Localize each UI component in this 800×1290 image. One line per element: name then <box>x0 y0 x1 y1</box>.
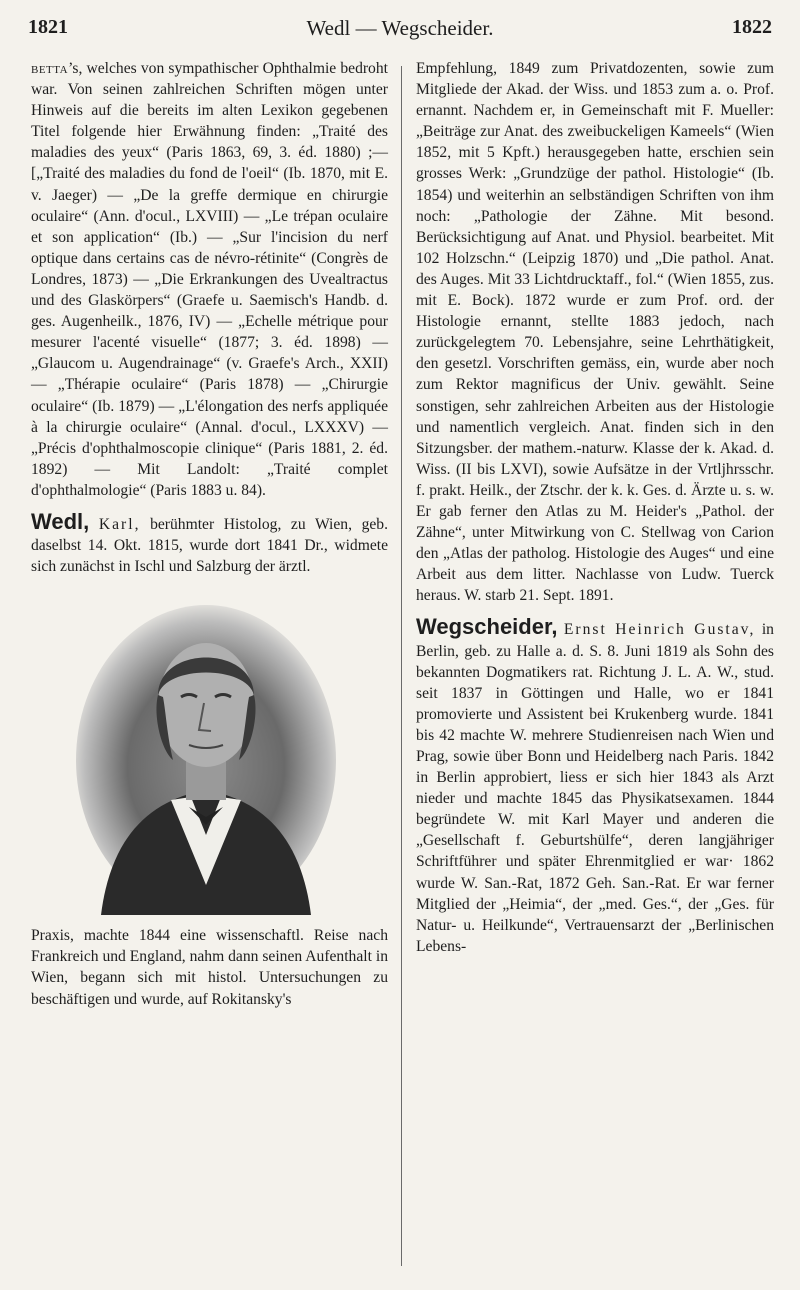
page-number-left: 1821 <box>28 16 68 38</box>
portrait-engraving-icon <box>71 585 341 915</box>
entry-wegscheider <box>416 616 774 957</box>
portrait-image <box>31 585 388 915</box>
intro-lead: betta <box>31 60 69 77</box>
page-number-right: 1822 <box>732 16 772 38</box>
given-name-wedl: Karl, <box>98 515 141 533</box>
column-divider <box>401 66 402 1266</box>
wedl-text: berühmter Histolog, zu Wien, geb. daselbst 14. Okt. 1815, wurde dort 1841 Dr., widmete sich zunächst in Ischl und Salzburg der ärztl. <box>31 515 388 576</box>
wegscheider-text: in Berlin, geb. zu Halle a. d. S. 8. Juni 1819 als Sohn des bekannten Dogmatikers rat. Richtung J. L. A. W., stud. seit 1837 in Göttingen und Halle, wo er 1841 promovierte und Assistent bei Krukenberg wurde. 1841 bis 42 machte W. mehrere Studienreisen nach Wien und Prag, sowie über Bonn und Heidelberg nach Paris. 1842 in Berlin approbiert, liess er sich hier 1843 als Arzt nieder und machte 1845 das Physikatsexamen. 1844 begründete W. mit Karl Mayer und anderen die „Gesellschaft f. Geburtshülfe“, deren langjähriger Schriftführer und später Ehrenmitglied er war· 1862 wurde W. San.-Rat, 1872 Geh. San.-Rat. Er war ferner Mitglied der „Heimia“, der „med. Ges.“, der „Ges. für Natur- u. Heilkunde“, Vertrauensarzt der „Berlinischen Lebens- <box>416 621 774 955</box>
running-title: Wedl — Wegscheider. <box>306 16 494 40</box>
wedl-text-continued: Praxis, machte 1844 eine wissenschaftl. Reise nach Frankreich und England, nahm dann seinen Aufenthalt in Wien, begann sich mit histol. Untersuchungen zu beschäftigen und wurde, auf Rokitansky's <box>31 927 388 1008</box>
lemma-wedl: Wedl, <box>31 508 90 534</box>
given-name-wegscheider: Ernst Heinrich Gustav, <box>563 621 756 639</box>
page-header <box>28 16 772 48</box>
entry-wedl <box>31 508 388 577</box>
wedl-continuation: Empfehlung, 1849 zum Privatdozenten, sowie zum Mitgliede der Akad. der Wiss. und 1853 zum a. o. Prof. ernannt. Nachdem er, in Gemeinschaft mit F. Mueller: „Beiträge zur Anat. des zweibuckeligen Kameels“ (Wien 1852, mit 5 Kpft.) herausgegeben hatte, erschien sein grosses Werk: „Grundzüge der pathol. Histologie“ (Ib. 1854) und weiterhin an selbständigen Schriften von ihm noch: „Pathologie der Zähne. Mit besond. Berücksichtigung auf Anat. und Physiol. bearbeitet. Mit 102 Holzschn.“ (Leipzig 1870) und „Die pathol. Anat. des Auges. Mit 33 Lichtdrucktaff., fol.“ (Wien 1855, zus. mit E. Bock). 1872 wurde er zum Prof. ord. der Histologie ernannt, stellte 1883 jedoch, nach zurückgelegtem 70. Lebensjahre, seine Lehrthätigkeit, den gesetzl. Vorschriften gemäss, ein, wurde aber noch zum Rektor magnificus der Univ. gewählt. Seine sonstigen, sehr zahlreichen Arbeiten aus der Histologie und namentlich vergleich. Anat. finden sich in den Sitzungsber. der mathem.-naturw. Klasse der k. Akad. d. Wiss. (II bis LXVI), sowie Aufsätze in der Vrtljhrsschr. f. prakt. Heilk., der Ztschr. der k. k. Ges. d. Ärzte u. s. w. Er gab ferner den Atlas zu M. Heider's „Pathol. der Zähne“, unter Mitwirkung von C. Stellwag von Carion den „Atlas der patholog. Histologie des Auges“ und eine Arbeit aus dem litter. Nachlasse von Ludw. Tuerck heraus. W. starb 21. Sept. 1891. <box>416 60 774 605</box>
intro-text: ’s, welches von sympathischer Ophthalmie bedroht war. Von seinen zahlreichen Schriften mögen unter Hinweis auf die bereits im alten Lexikon gegebenen Titel folgende hier Erwähnung finden: „Traité des maladies des yeux“ (Paris 1863, 69, 3. éd. 1880) ;— [„Traité des maladies du fond de l'oeil“ (Ib. 1870, mit E. v. Jaeger) — „De la greffe dermique en chirurgie oculaire“ (Ann. d'ocul., LXVIII) — „Le trépan oculaire et son application“ (Ib.) — „Sur l'incision du nerf optique dans certains cas de névro-rétinite“ (Congrès de Londres, 1873) — „Die Erkrankungen des Uvealtractus und des Glaskörpers“ (Graefe u. Saemisch's Handb. d. ges. Augenheilk., 1876, IV) — „Echelle métrique pour mesurer l'acenté visuelle“ (1877; 3. éd. 1898) — „Glaucom u. Augendrainage“ (v. Graefe's Arch., XXII) — „Thérapie oculaire“ (Paris 1878) — „Chirurgie oculaire“ (Ib. 1879) — „L'élongation des nerfs appliquée à la chirurgie oculaire“ (Annal. d'ocul., LXXXV) — „Précis d'ophthalmoscopie clinique“ (Paris 1881, 2. éd. 1892) — Mit Landolt: „Traité complet d'ophthalmologie“ (Paris 1883 u. 84). <box>31 60 388 499</box>
lemma-wegscheider: Wegscheider, <box>416 614 558 640</box>
right-column <box>416 58 774 957</box>
left-column <box>31 58 388 1010</box>
paragraph-intro <box>31 58 388 501</box>
